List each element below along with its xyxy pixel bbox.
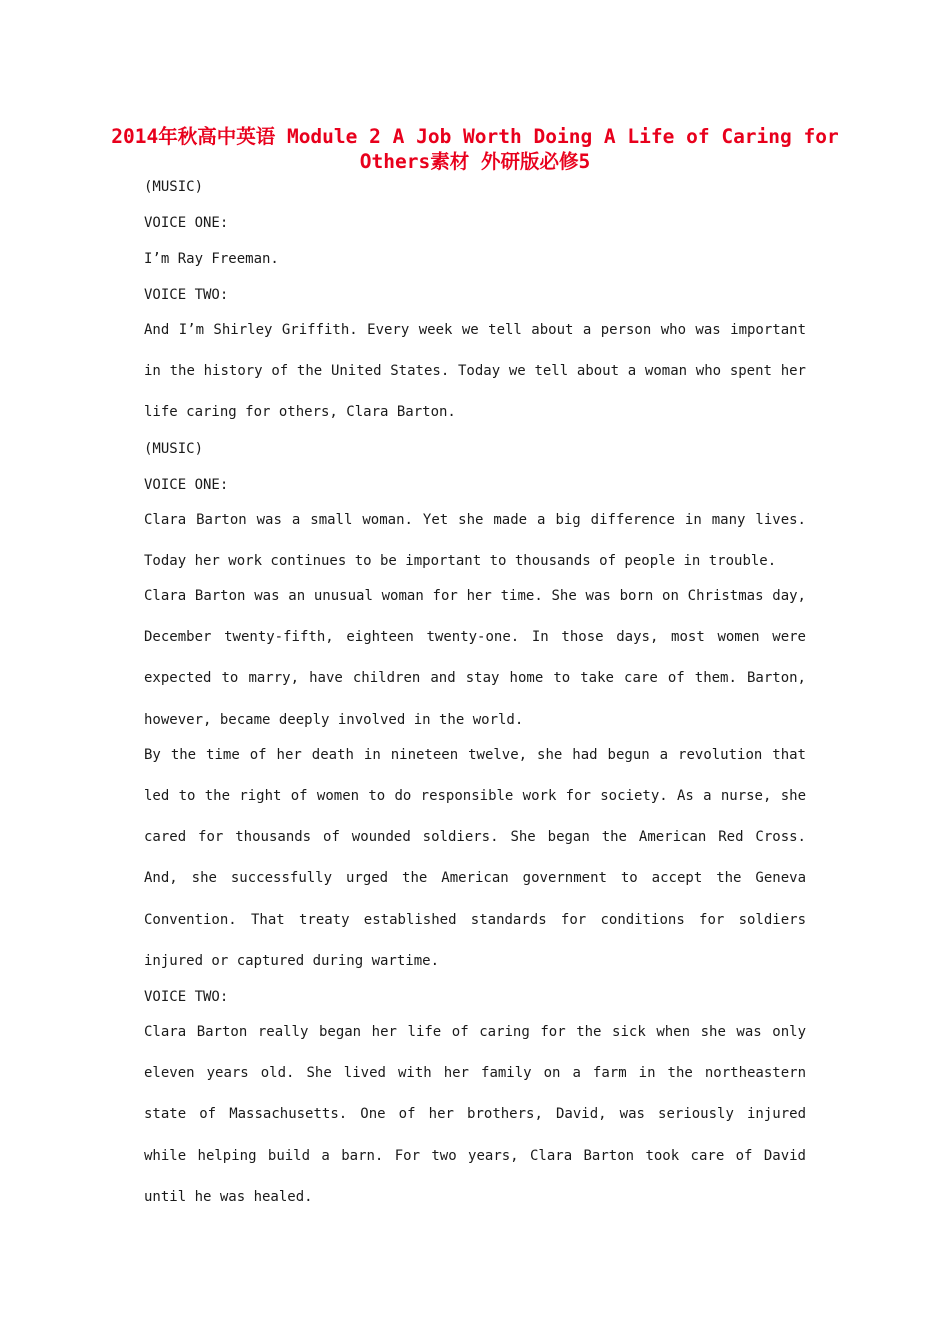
speaker-cue: (MUSIC) [144, 179, 204, 195]
speaker-cue: VOICE ONE: [144, 215, 229, 231]
transcript-paragraph: And I’m Shirley Griffith. Every week we tell about a person who was important in the history of the United States. Today we tell about a woman who spent her life caring for others, Clara Barton. [144, 322, 806, 421]
transcript-paragraph: Clara Barton really began her life of caring for the sick when she was only eleven years old. She lived with her family on a farm in the northeastern state of Massachusetts. One of her brothers, David, was seriously injured while helping build a barn. For two years, Clara Barton took care of David until he was healed. [144, 1024, 806, 1205]
speaker-cue: VOICE TWO: [144, 989, 229, 1006]
transcript-body [144, 176, 806, 1222]
speaker-cue: (MUSIC) [144, 440, 204, 457]
transcript-paragraph: Clara Barton was an unusual woman for her time. She was born on Christmas day, December twenty-fifth, eighteen twenty-one. In those days, most women were expected to marry, have children and stay home to take care of them. Barton, however, became deeply involved in the world. [144, 588, 806, 728]
speaker-cue: VOICE TWO: [144, 287, 229, 303]
speaker-cue: VOICE ONE: [144, 476, 229, 493]
document-title: 2014年秋高中英语 Module 2 A Job Worth Doing A Life of Caring for Others素材 外研版必修5 [111, 125, 839, 173]
transcript-paragraph: By the time of her death in nineteen twelve, she had begun a revolution that led to the right of women to do responsible work for society. As a nurse, she cared for thousands of wounded soldiers. She began the American Red Cross. And, she successfully urged the American government to accept the Geneva Convention. That treaty established standards for conditions for soldiers injured or captured during wartime. [144, 746, 806, 969]
transcript-paragraph: Clara Barton was a small woman. Yet she made a big difference in many lives. Today her work continues to be important to thousands of people in trouble. [144, 511, 806, 569]
speaker-line: I’m Ray Freeman. [144, 251, 279, 267]
